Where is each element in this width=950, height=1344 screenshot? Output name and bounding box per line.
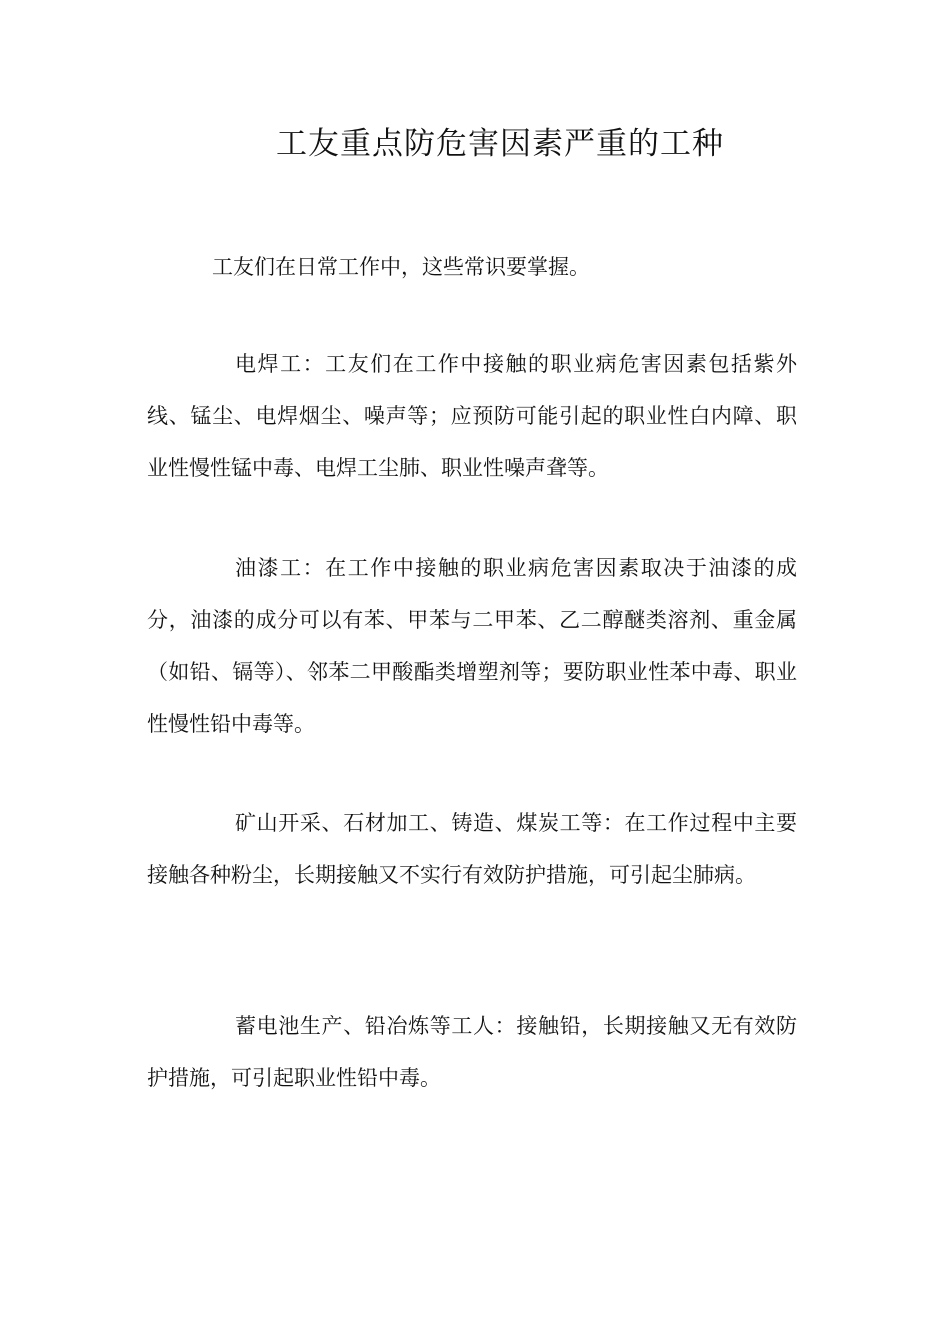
paragraph-battery-lead: 蓄电池生产、铅冶炼等工人：接触铅，长期接触又无有效防护措施，可引起职业性铅中毒。	[147, 1014, 797, 1090]
intro-paragraph: 工友们在日常工作中，这些常识要掌握。	[212, 255, 590, 279]
paragraph-painter: 油漆工：在工作中接触的职业病危害因素取决于油漆的成分，油漆的成分可以有苯、甲苯与二甲苯、乙二醇醚类溶剂、重金属（如铅、镉等）、邻苯二甲酸酯类增塑剂等；要防职业性苯中毒、职业性慢性铅中毒等。	[147, 556, 797, 736]
document-title: 工友重点防危害因素严重的工种	[276, 126, 724, 162]
paragraph-mining-dust: 矿山开采、石材加工、铸造、煤炭工等：在工作过程中主要接触各种粉尘，长期接触又不实行有效防护措施，可引起尘肺病。	[147, 811, 797, 887]
paragraph-welder: 电焊工：工友们在工作中接触的职业病危害因素包括紫外线、锰尘、电焊烟尘、噪声等；应预防可能引起的职业性白内障、职业性慢性锰中毒、电焊工尘肺、职业性噪声聋等。	[147, 352, 797, 480]
